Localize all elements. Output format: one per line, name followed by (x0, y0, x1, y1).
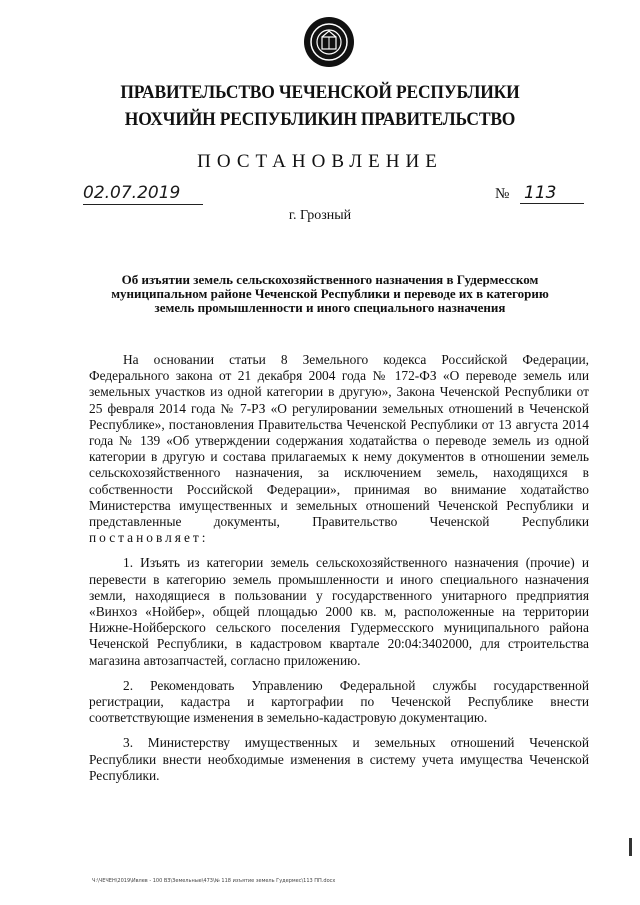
city: г. Грозный (288, 208, 352, 223)
document-body (89, 352, 589, 784)
number-label: № (495, 186, 510, 202)
emblem-icon (303, 16, 355, 68)
government-name-ce: НОХЧИЙН РЕСПУБЛИКИН ПРАВИТЕЛЬСТВО (124, 109, 516, 130)
decree-word: постановляет: (89, 530, 209, 546)
document-number: 113 (520, 183, 584, 204)
scan-edge-mark (629, 838, 632, 856)
item-1: 1. Изъять из категории земель сельскохозяйственного назначения (прочие) и перевести в категорию земель промышленности и иного специального назначения земли, находящиеся в пользовании у государственного унитарного предприятия «Винхоз «Нойбер», общей площадью 2000 кв. м, расположенные на территории Нижне-Нойберского сельского поселения Гудермесского муниципального района Чеченской Республики, в кадастровом квартале 20:04:3402000, для строительства магазина автозапчастей, согласно приложению. (89, 555, 589, 668)
document-type: ПОСТАНОВЛЕНИЕ (197, 151, 443, 172)
document-title: Об изъятии земель сельскохозяйственного назначения в Гудермесском муниципальном районе Чеченской Республики и переводе их в категорию земель промышленности и иного специального назначения (111, 272, 549, 315)
preamble-paragraph (89, 352, 589, 546)
preamble-text: На основании статьи 8 Земельного кодекса Российской Федерации, Федерального закона от 21 декабря 2004 года № 172-ФЗ «О переводе земель или земельных участков из одной категории в другую», Закона Чеченской Республики от 25 февраля 2014 года № 7-РЗ «О регулировании земельных отношений в Чеченской Республике», постановления Правительства Чеченской Республики от 13 августа 2014 года № 139 «Об утверждении содержания ходатайства о переводе земель из одной категории в другую и состава прилагаемых к нему документов в отношении земель сельскохозяйственного назначения, за исключением земель, находящихся в собственности Российской Федерации», принимая во внимание ходатайство Министерства имущественных и земельных отношений Чеченской Республики и представленные документы, Правительство Чеченской Республики (89, 352, 589, 530)
item-2: 2. Рекомендовать Управлению Федеральной службы государственной регистрации, кадастра и картографии по Чеченской Республике внести соответствующие изменения в земельно-кадастровую документацию. (89, 677, 589, 726)
government-name-ru: ПРАВИТЕЛЬСТВО ЧЕЧЕНСКОЙ РЕСПУБЛИКИ (120, 82, 520, 103)
footer-path: Ч:\ЧЕЧЕН\2019\Ивлев - 100 ВЗ\Земельные\473\№ 118 изъятие земель Гудермес\113 ПП.docx (92, 878, 336, 884)
item-3: 3. Министерству имущественных и земельных отношений Чеченской Республики внести необходимые изменения в систему учета имущества Чеченской Республики. (89, 735, 589, 783)
document-date: 02.07.2019 (83, 183, 203, 205)
